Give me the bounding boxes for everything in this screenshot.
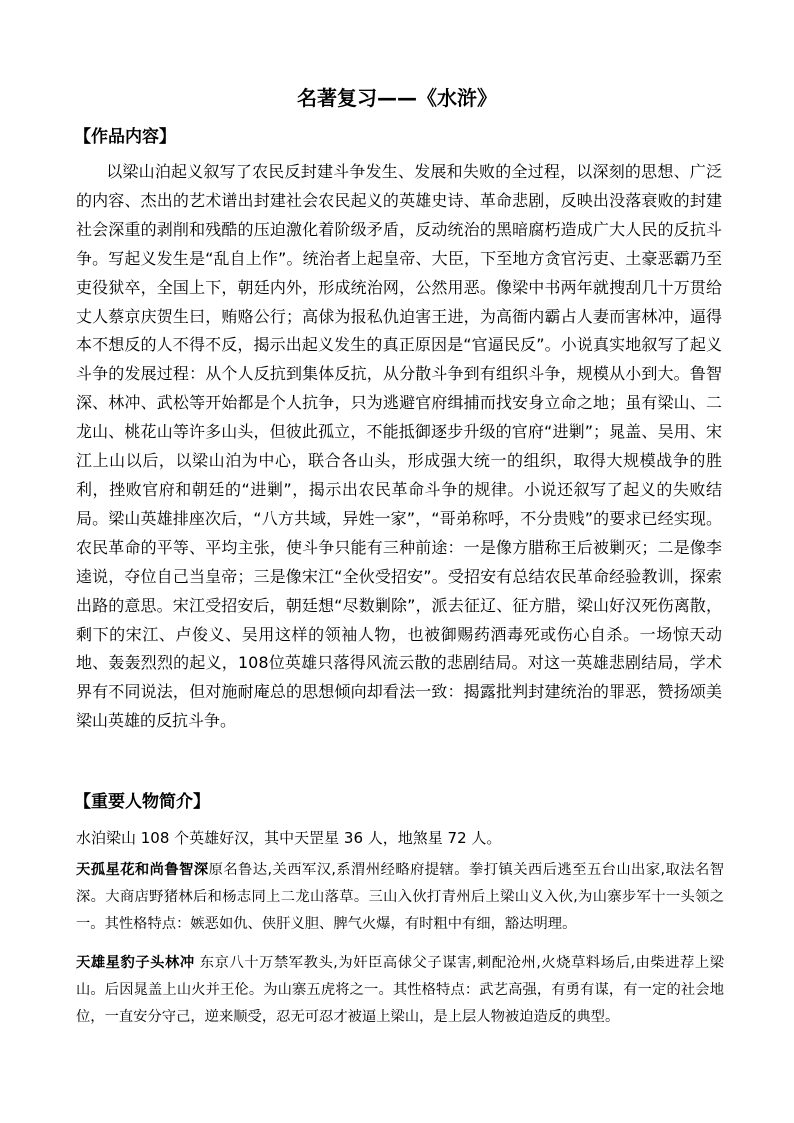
character-bio (76, 950, 724, 1031)
page-title: 名著复习——《水浒》 (297, 86, 497, 110)
content-paragraph-text: 以梁山泊起义叙写了农民反封建斗争发生、发展和失败的全过程，以深刻的思想、广泛的内容、杰出的艺术谱出封建社会农民起义的英雄史诗、革命悲剧，反映出没落衰败的封建社会深重的剥削和残酷的压迫激化着阶级矛盾，反动统治的黑暗腐朽造成广大人民的反抗斗争。写起义发生是“乱自上作”。统治者上起皇帝、大臣，下至地方贪官污吏、土豪恶霸乃至吏役狱卒，全国上下，朝廷内外，形成统治网，公然用恶。像梁中书两年就搜刮几十万贯给丈人蔡京庆贺生曰，贿赂公行；高俅为报私仇迫害王进，为高衙内霸占人妻而害林冲，逼得本不想反的人不得不反，揭示出起义发生的真正原因是“官逼民反”。小说真实地叙写了起义斗争的发展过程：从个人反抗到集体反抗，从分散斗争到有组织斗争，规模从小到大。鲁智深、林冲、武松等开始都是个人抗争，只为逃避官府缉捕而找安身立命之地；虽有梁山、二龙山、桃花山等许多山头，但彼此孤立，不能抵御逐步升级的官府“进剿”；晁盖、吴用、宋江上山以后，以梁山泊为中心，联合各山头，形成强大统一的组织，取得大规模战争的胜利，挫败官府和朝廷的“进剿”，揭示出农民革命斗争的规律。小说还叙写了起义的失败结局。梁山英雄排座次后，“八方共域，异姓一家”，“哥弟称呼，不分贵贱”的要求已经实现。农民革命的平等、平均主张，使斗争只能有三种前途：一是像方腊称王后被剿灭；二是像李逵说，夺位自己当皇帝；三是像宋江“全伙受招安”。受招安有总结农民革命经验教训，探索出路的意思。宋江受招安后，朝廷想“尽数剿除”，派去征辽、征方腊，梁山好汉死伤离散，剩下的宋江、卢俊义、吴用这样的领袖人物，也被御赐药酒毒死或伤心自杀。一场惊天动地、轰轰烈烈的起义，108位英雄只落得风流云散的悲剧结局。对这一英雄悲剧结局，学术界有不同说法，但对施耐庵总的思想倾向却看法一致：揭露批判封建统治的罪恶，赞扬颂美梁山英雄的反抗斗争。 (76, 162, 722, 731)
section-heading-content: 【作品内容】 (74, 127, 176, 147)
character-description: 东京八十万禁军教头,为奸臣高俅父子谋害,刺配沧州,火烧草料场后,由柴进荐上梁山。后因晁盖上山火并王伦。为山寨五虎将之一。其性格特点：武艺高强，有勇有谋，有一定的社会地位，一直安分守己，逆来顺受，忍无可忍才被逼上梁山，是上层人物被迫造反的典型。 (76, 955, 724, 1025)
character-bio (76, 857, 724, 938)
section-heading-characters: 【重要人物简介】 (74, 792, 210, 812)
character-nickname: 天孤星花和尚鲁智深 (76, 862, 209, 878)
character-nickname: 天雄星豹子头林冲 (76, 955, 195, 971)
content-paragraph (76, 158, 722, 736)
character-description: 原名鲁达,关西军汉,系渭州经略府提辖。拳打镇关西后逃至五台山出家,取法名智深。大商店野猪林后和杨志同上二龙山落草。三山入伙打青州后上梁山义入伙,为山寨步军十一头领之一。其性格特点：嫉恶如仇、侠肝义胆、脾气火爆，有时粗中有细，豁达明理。 (76, 862, 724, 932)
characters-intro: 水泊梁山 108 个英雄好汉，其中天罡星 36 人，地煞星 72 人。 (76, 829, 502, 847)
